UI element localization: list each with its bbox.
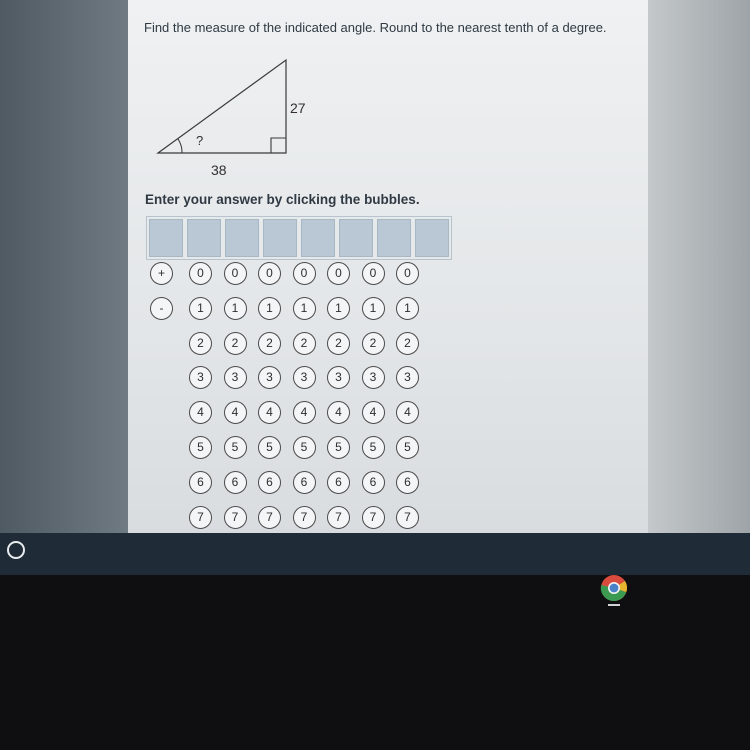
chrome-icon[interactable] bbox=[600, 574, 628, 602]
digit-bubble-7[interactable]: 7 bbox=[293, 506, 316, 529]
answer-cell bbox=[339, 219, 373, 257]
digit-bubble-5[interactable]: 5 bbox=[189, 436, 212, 459]
right-angle-marker bbox=[271, 138, 286, 153]
answer-display bbox=[146, 216, 452, 260]
digit-bubble-6[interactable]: 6 bbox=[224, 471, 247, 494]
digit-bubble-4[interactable]: 4 bbox=[327, 401, 350, 424]
digit-bubble-3[interactable]: 3 bbox=[362, 366, 385, 389]
digit-bubble-2[interactable]: 2 bbox=[327, 332, 350, 355]
answer-cell bbox=[149, 219, 183, 257]
answer-cell bbox=[415, 219, 449, 257]
digit-bubble-7[interactable]: 7 bbox=[396, 506, 419, 529]
digit-bubble-7[interactable]: 7 bbox=[224, 506, 247, 529]
digit-bubble-7[interactable]: 7 bbox=[327, 506, 350, 529]
digit-bubble-4[interactable]: 4 bbox=[189, 401, 212, 424]
digit-bubble-1[interactable]: 1 bbox=[189, 297, 212, 320]
plus-sign-bubble[interactable]: + bbox=[150, 262, 173, 285]
answer-cell bbox=[301, 219, 335, 257]
answer-cell bbox=[263, 219, 297, 257]
vertical-side-label: 27 bbox=[290, 100, 306, 116]
digit-bubble-1[interactable]: 1 bbox=[293, 297, 316, 320]
digit-bubble-4[interactable]: 4 bbox=[293, 401, 316, 424]
digit-bubble-3[interactable]: 3 bbox=[224, 366, 247, 389]
base-side-label: 38 bbox=[211, 162, 227, 178]
angle-arc bbox=[178, 139, 182, 153]
answer-cell bbox=[225, 219, 259, 257]
digit-bubble-0[interactable]: 0 bbox=[362, 262, 385, 285]
digit-bubble-4[interactable]: 4 bbox=[362, 401, 385, 424]
right-triangle bbox=[158, 60, 286, 153]
digit-bubble-6[interactable]: 6 bbox=[327, 471, 350, 494]
digit-bubble-6[interactable]: 6 bbox=[189, 471, 212, 494]
digit-bubble-0[interactable]: 0 bbox=[258, 262, 281, 285]
digit-bubble-3[interactable]: 3 bbox=[189, 366, 212, 389]
digit-bubble-3[interactable]: 3 bbox=[258, 366, 281, 389]
digit-bubble-6[interactable]: 6 bbox=[362, 471, 385, 494]
digit-bubble-5[interactable]: 5 bbox=[224, 436, 247, 459]
digit-bubble-2[interactable]: 2 bbox=[396, 332, 419, 355]
triangle-diagram bbox=[128, 50, 468, 190]
digit-bubble-2[interactable]: 2 bbox=[293, 332, 316, 355]
digit-bubble-3[interactable]: 3 bbox=[396, 366, 419, 389]
minus-sign-bubble[interactable]: - bbox=[150, 297, 173, 320]
screen-bezel-left bbox=[0, 0, 128, 540]
digit-bubble-5[interactable]: 5 bbox=[293, 436, 316, 459]
digit-bubble-7[interactable]: 7 bbox=[189, 506, 212, 529]
digit-bubble-6[interactable]: 6 bbox=[396, 471, 419, 494]
digit-bubble-2[interactable]: 2 bbox=[189, 332, 212, 355]
digit-bubble-5[interactable]: 5 bbox=[258, 436, 281, 459]
triangle-figure bbox=[128, 50, 468, 190]
digit-bubble-1[interactable]: 1 bbox=[224, 297, 247, 320]
digit-bubble-3[interactable]: 3 bbox=[327, 366, 350, 389]
digit-bubble-1[interactable]: 1 bbox=[362, 297, 385, 320]
screen-bezel-right bbox=[648, 0, 750, 540]
answer-cell bbox=[377, 219, 411, 257]
launcher-circle-icon[interactable] bbox=[7, 541, 25, 559]
digit-bubble-5[interactable]: 5 bbox=[362, 436, 385, 459]
digit-bubble-4[interactable]: 4 bbox=[258, 401, 281, 424]
digit-bubble-7[interactable]: 7 bbox=[362, 506, 385, 529]
digit-bubble-0[interactable]: 0 bbox=[396, 262, 419, 285]
answer-instruction: Enter your answer by clicking the bubbles. bbox=[145, 192, 420, 207]
question-prompt: Find the measure of the indicated angle. Round to the nearest tenth of a degree. bbox=[144, 20, 607, 35]
digit-bubble-1[interactable]: 1 bbox=[396, 297, 419, 320]
answer-cell bbox=[187, 219, 221, 257]
digit-bubble-0[interactable]: 0 bbox=[224, 262, 247, 285]
digit-bubble-3[interactable]: 3 bbox=[293, 366, 316, 389]
active-app-indicator bbox=[608, 604, 620, 606]
digit-bubble-0[interactable]: 0 bbox=[327, 262, 350, 285]
digit-bubble-1[interactable]: 1 bbox=[327, 297, 350, 320]
unknown-angle-label: ? bbox=[196, 133, 204, 148]
digit-bubble-6[interactable]: 6 bbox=[258, 471, 281, 494]
digit-bubble-7[interactable]: 7 bbox=[258, 506, 281, 529]
digit-bubble-5[interactable]: 5 bbox=[327, 436, 350, 459]
digit-bubble-2[interactable]: 2 bbox=[362, 332, 385, 355]
taskbar bbox=[0, 533, 750, 575]
digit-bubble-2[interactable]: 2 bbox=[224, 332, 247, 355]
digit-bubble-6[interactable]: 6 bbox=[293, 471, 316, 494]
digit-bubble-0[interactable]: 0 bbox=[189, 262, 212, 285]
digit-bubble-2[interactable]: 2 bbox=[258, 332, 281, 355]
digit-bubble-1[interactable]: 1 bbox=[258, 297, 281, 320]
digit-bubble-0[interactable]: 0 bbox=[293, 262, 316, 285]
digit-bubble-5[interactable]: 5 bbox=[396, 436, 419, 459]
digit-bubble-4[interactable]: 4 bbox=[396, 401, 419, 424]
digit-bubble-4[interactable]: 4 bbox=[224, 401, 247, 424]
question-page bbox=[128, 0, 648, 540]
